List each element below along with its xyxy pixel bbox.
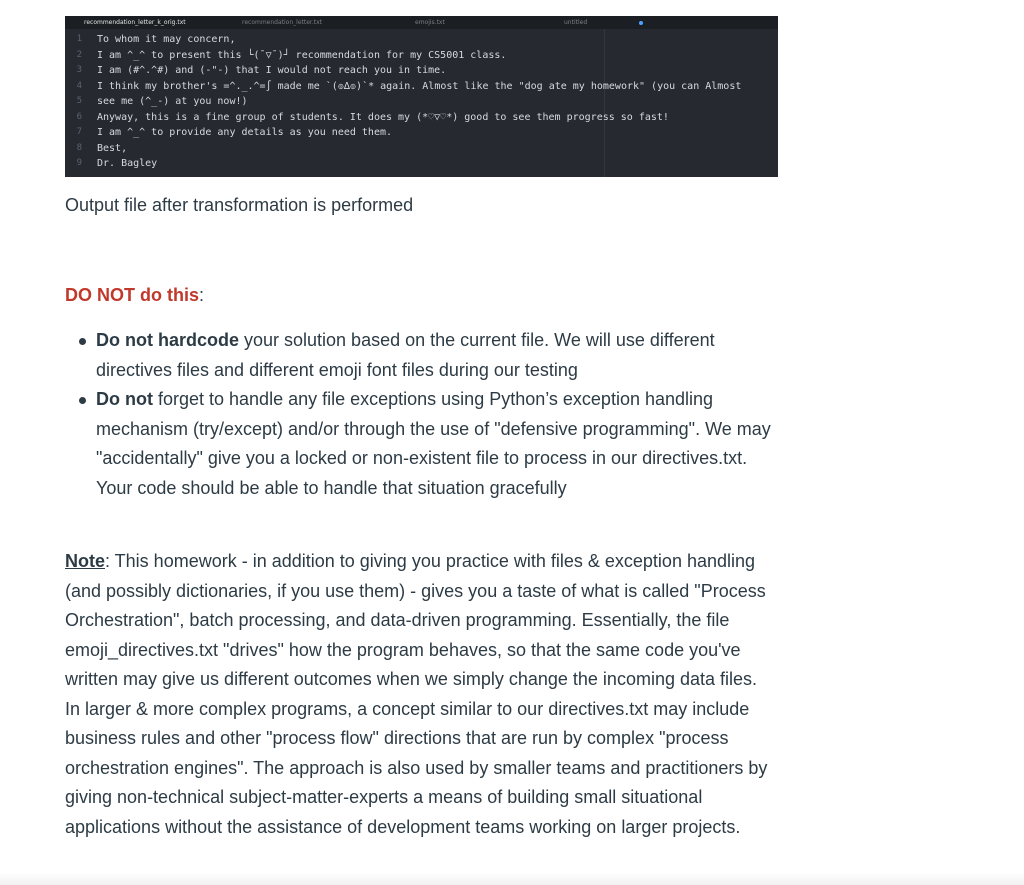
line-number: 4: [76, 80, 82, 91]
note-label: Note: [65, 551, 105, 571]
code-text: Dr. Bagley: [97, 158, 158, 169]
code-text: I am (#^.^#) and (-"-) that I would not reach you in time.: [97, 65, 447, 76]
code-line: [65, 110, 778, 126]
code-line: [65, 32, 778, 48]
code-text: I am ^_^ to present this └(¯▽¯)┘ recommendation for my CS5001 class.: [97, 49, 507, 61]
line-number: 5: [76, 96, 82, 106]
line-number: 3: [76, 65, 82, 75]
warning-heading: [65, 285, 204, 306]
warning-heading-label: DO NOT do this: [65, 285, 199, 305]
code-text: I think my brother's =^._.^=∫ made me `(๏∆๏)`* again. Almost like the "dog ate my homework" (you can Almost: [97, 80, 742, 92]
unsaved-indicator-icon: [639, 21, 643, 25]
list-item: [96, 385, 786, 503]
page-bottom-edge: [0, 873, 1024, 885]
line-number: 7: [76, 127, 82, 137]
list-item-text: your solution based on the current file. We will use different directives files and different emoji font files during our testing: [96, 330, 715, 380]
line-number: 2: [76, 49, 82, 60]
line-number: 6: [76, 111, 82, 122]
code-line: [65, 141, 778, 157]
tab-emojis[interactable]: emojis.txt: [415, 19, 445, 26]
code-text: To whom it may concern,: [97, 34, 236, 45]
code-text: Best,: [97, 142, 128, 154]
list-item-bold: Do not: [96, 389, 153, 409]
tab-recommendation-letter-orig[interactable]: recommendation_letter_k_orig.txt: [84, 19, 186, 26]
code-line: [65, 79, 778, 95]
line-number: 9: [76, 158, 82, 168]
code-line: [65, 94, 778, 110]
code-line: [65, 125, 778, 141]
editor-tab-bar: [65, 16, 778, 29]
code-text: Anyway, this is a fine group of students. It does my (*♡▽♡*) good to see them progress so fast!: [97, 111, 669, 123]
code-text: see me (^_-) at you now!): [97, 96, 248, 107]
warning-heading-colon: :: [199, 285, 205, 305]
code-line: [65, 48, 778, 64]
list-item-text: forget to handle any file exceptions using Python’s exception handling mechanism (try/except) and/or through the use of "defensive programming". We may "accidentally" give you a locked or non-existent file to process in our directives.txt. Your code should be able to handle that situation gracefully: [96, 389, 771, 498]
list-item: [96, 326, 786, 385]
editor-screenshot: [65, 16, 778, 177]
list-item-bold: Do not hardcode: [96, 330, 239, 350]
image-caption: Output file after transformation is performed: [65, 195, 414, 215]
line-number: 1: [76, 34, 82, 44]
code-text: I am ^_^ to provide any details as you need them.: [97, 127, 393, 138]
warning-list: [96, 326, 786, 503]
line-number: 8: [76, 142, 82, 153]
code-line: [65, 63, 778, 79]
tab-recommendation-letter[interactable]: recommendation_letter.txt: [242, 19, 322, 26]
note-paragraph: [65, 547, 775, 842]
code-line: [65, 156, 778, 172]
tab-untitled[interactable]: untitled: [564, 19, 588, 26]
note-text: : This homework - in addition to giving you practice with files & exception handling (and possibly dictionaries, if you use them) - gives you a taste of what is called "Process Orchestration", batch processing, and data-driven programming. Essentially, the file emoji_directives.txt "drives" how the program behaves, so that the same code you've written may give us different outcomes when we simply change the incoming data files. In larger & more complex programs, a concept similar to our directives.txt may include business rules and other "process flow" directions that are run by complex "process orchestration engines". The approach is also used by smaller teams and practitioners by giving non-technical subject-matter-experts a means of building small situational applications without the assistance of development teams working on larger projects.: [65, 551, 768, 837]
code-area[interactable]: [65, 32, 778, 172]
